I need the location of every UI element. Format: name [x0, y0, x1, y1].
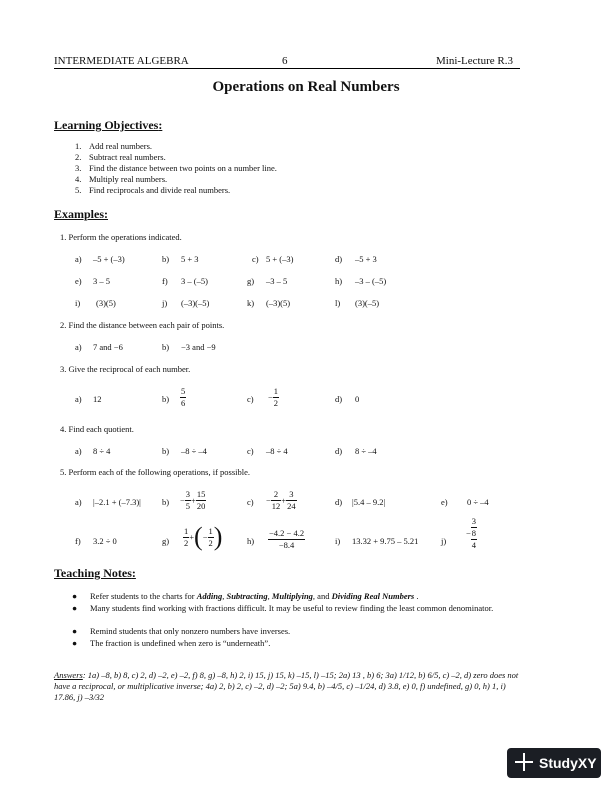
plus-icon: [515, 753, 533, 771]
q3-fraction: $\frac{5}{6}$: [181, 386, 186, 408]
q5-fraction-expr: $\frac{1}{2}$ +(− $\frac{1}{2}$ ): [184, 522, 223, 551]
q3-expr: 12: [93, 394, 102, 404]
q5-complex-fraction: − 3 8 4: [466, 516, 477, 550]
q3-fraction: − $\frac{1}{2}$: [268, 386, 279, 408]
q4-expr: –8 ÷ 4: [266, 446, 288, 456]
objectives-list: [75, 141, 277, 196]
q1-expr: (–3)(–5): [181, 298, 210, 308]
header-rule: [54, 68, 520, 69]
objective-item: 2. Subtract real numbers.: [75, 152, 166, 162]
question-1: 1. Perform the operations indicated.: [60, 232, 182, 242]
q1-expr: 3 – 5: [93, 276, 110, 286]
q5-expr: |–2.1 + (–7.3)|: [93, 497, 141, 507]
examples-heading: Examples:: [54, 207, 109, 221]
q5-fraction-expr: − $\frac{2}{12}$ + $\frac{3}{24}$: [266, 489, 296, 511]
objective-item: 4. Multiply real numbers.: [75, 174, 168, 184]
objective-item: 5. Find reciprocals and divide real numbers.: [75, 185, 231, 195]
answers-block: [54, 670, 524, 703]
q1-expr: 3 – (–5): [181, 276, 208, 286]
q2-expr: 7 and −6: [93, 342, 123, 352]
header-page-number: 6: [282, 55, 288, 67]
answers-label: Answers: [54, 670, 83, 680]
teaching-notes-heading: Teaching Notes:: [54, 566, 136, 580]
q1-expr: (–3)(5): [266, 298, 291, 308]
objective-item: 1. Add real numbers.: [75, 141, 153, 151]
q1-expr: –3 – 5: [266, 276, 288, 286]
q1-expr: 5 + (–3): [266, 254, 294, 264]
q1-expr: 5 + 3: [181, 254, 199, 264]
q4-expr: 8 ÷ –4: [355, 446, 377, 456]
teaching-notes-list: ● Refer students to the charts for Adding, Subtracting, Multiplying, and Dividing Real Numbers . ● Many students find working with fractions difficult. It may be useful to review finding the least common denominator. ● Remind students that only nonzero numbers have inverses. ● The fraction is undefined when zero is “underneath”.: [72, 591, 494, 648]
bullet-icon: ●: [72, 626, 78, 636]
q3-expr: 0: [355, 394, 360, 404]
objectives-heading: Learning Objectives:: [54, 118, 163, 132]
question-5: 5. Perform each of the following operations, if possible.: [60, 467, 251, 477]
question-3: 3. Give the reciprocal of each number.: [60, 364, 191, 374]
studyxy-badge[interactable]: [507, 748, 601, 778]
q5-fraction-expr: $\frac{-4.2 - 4.2}{-8.4}$: [269, 528, 305, 550]
q1-expr: –5 + (–3): [93, 254, 125, 264]
q1-expr: (3)(–5): [355, 298, 380, 308]
q5-fraction-expr: − $\frac{3}{5}$ + $\frac{15}{20}$: [180, 489, 206, 511]
question-2: 2. Find the distance between each pair of points.: [60, 320, 225, 330]
objective-item: 3. Find the distance between two points on a number line.: [75, 163, 277, 173]
q5-expr: 0 ÷ –4: [467, 497, 489, 507]
q5-expr: 3.2 ÷ 0: [93, 536, 117, 546]
bullet-icon: ●: [72, 638, 78, 648]
page-title: Operations on Real Numbers: [212, 79, 400, 95]
q4-expr: –8 ÷ –4: [181, 446, 207, 456]
header-lecture: Mini-Lecture R.3: [436, 55, 513, 67]
q1-expr: –5 + 3: [355, 254, 377, 264]
q4-expr: 8 ÷ 4: [93, 446, 111, 456]
q1-expr: –3 – (–5): [355, 276, 387, 286]
question-4: 4. Find each quotient.: [60, 424, 134, 434]
q5-expr: 13.32 + 9.75 – 5.21: [352, 536, 419, 546]
q1-expr: (3)(5): [96, 298, 116, 308]
answers-text: : 1a) –8, b) 8, c) 2, d) –2, e) –2, f) 8, g) –8, h) 2, i) 15, j) 15, k) –15, l) –15; 2a) 13 , b) 6; 3a) 1/12, b) 6/5, c) –2, d) zero does not have a reciprocal, or multiplicative inverse; 4a) 2, b) 2, c) –2, d) –2; 5a) 9.4, b) –4/5, c) –1/24, d) 3.8, e) 0, f) undefined, g) 0, h) 1, i) 17.86, j) –3/32: [54, 670, 519, 702]
bullet-icon: ●: [72, 603, 78, 613]
q5-expr: |5.4 – 9.2|: [352, 497, 386, 507]
bullet-icon: ●: [72, 591, 78, 601]
q2-expr: −3 and −9: [181, 342, 216, 352]
header-course: INTERMEDIATE ALGEBRA: [54, 55, 189, 67]
brand-name: StudyXY: [539, 755, 597, 771]
